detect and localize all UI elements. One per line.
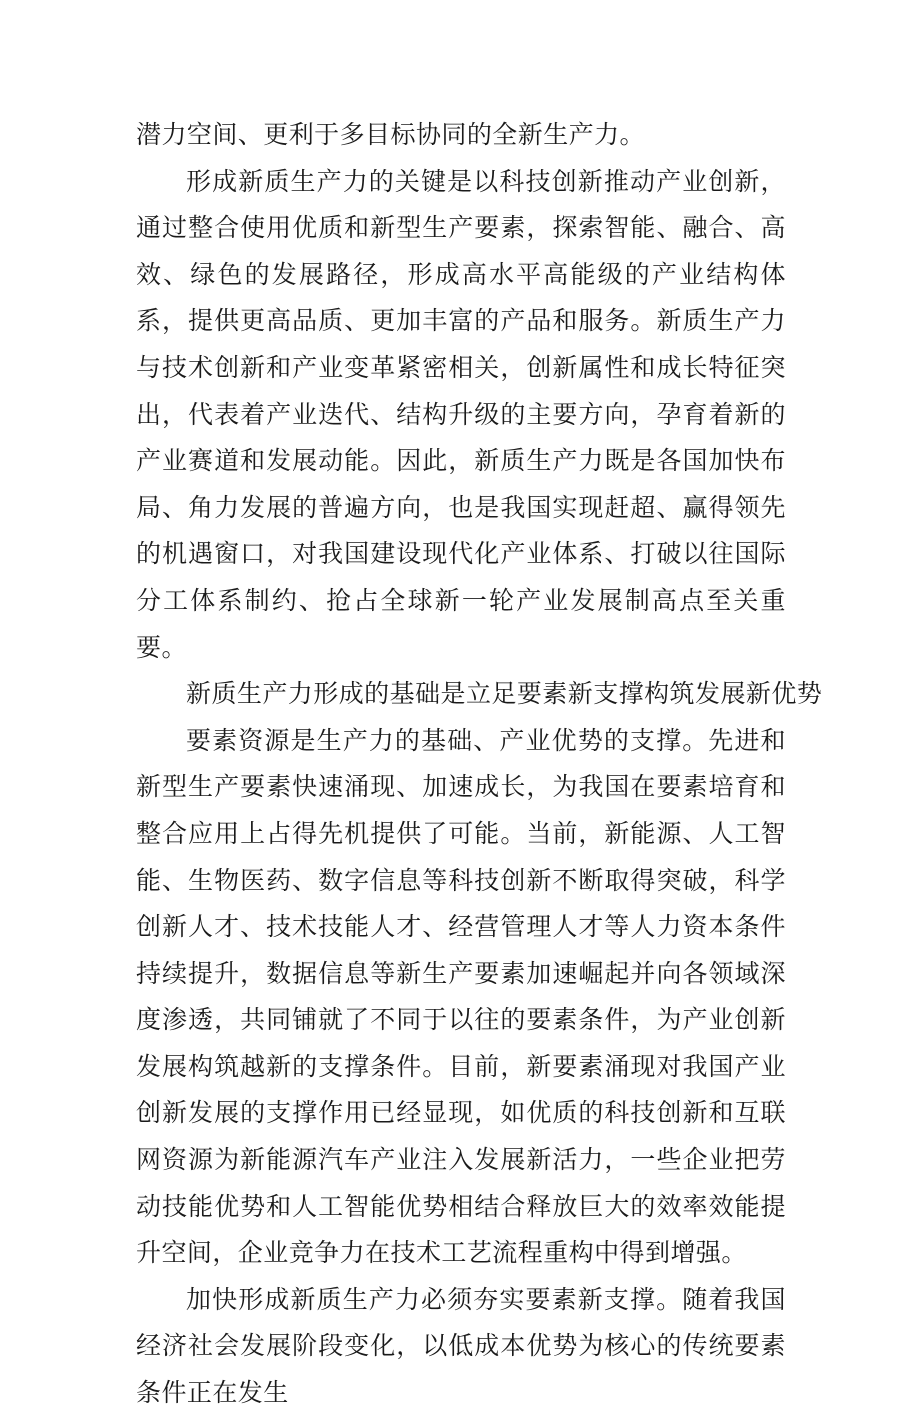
document-body xyxy=(136,112,823,1417)
paragraph-continuation: 潜力空间、更利于多目标协同的全新生产力。 xyxy=(136,120,646,149)
paragraph-factor-resources: 要素资源是生产力的基础、产业优势的支撑。先进和新型生产要素快速涌现、加速成长，为我国在要素培育和整合应用上占得先机提供了可能。当前，新能源、人工智能、生物医药、数字信息等科技创新不断取得突破，科学创新人才、技术技能人才、经营管理人才等人力资本条件持续提升，数据信息等新生产要素加速崛起并向各领域深度渗透，共同铺就了不同于以往的要素条件，为产业创新发展构筑越新的支撑条件。目前，新要素涌现对我国产业创新发展的支撑作用已经显现，如优质的科技创新和互联网资源为新能源汽车产业注入发展新活力，一些企业把劳动技能优势和人工智能优势相结合释放巨大的效率效能提升空间，企业竞争力在技术工艺流程重构中得到增强。 xyxy=(136,725,786,1268)
paragraph-consolidate-factors: 加快形成新质生产力必须夯实要素新支撑。随着我国经济社会发展阶段变化，以低成本优势为核心的传统要素条件正在发生 xyxy=(136,1284,786,1408)
section-heading: 新质生产力形成的基础是立足要素新支撑构筑发展新优势 xyxy=(186,679,823,709)
paragraph-key-to-new-productivity: 形成新质生产力的关键是以科技创新推动产业创新，通过整合使用优质和新型生产要素，探索智能、融合、高效、绿色的发展路径，形成高水平高能级的产业结构体系，提供更高品质、更加丰富的产品和服务。新质生产力与技术创新和产业变革紧密相关，创新属性和成长特征突出，代表着产业迭代、结构升级的主要方向，孕育着新的产业赛道和发展动能。因此，新质生产力既是各国加快布局、角力发展的普遍方向，也是我国实现赶超、赢得领先的机遇窗口，对我国建设现代化产业体系、打破以往国际分工体系制约、抢占全球新一轮产业发展制高点至关重要。 xyxy=(136,166,786,662)
